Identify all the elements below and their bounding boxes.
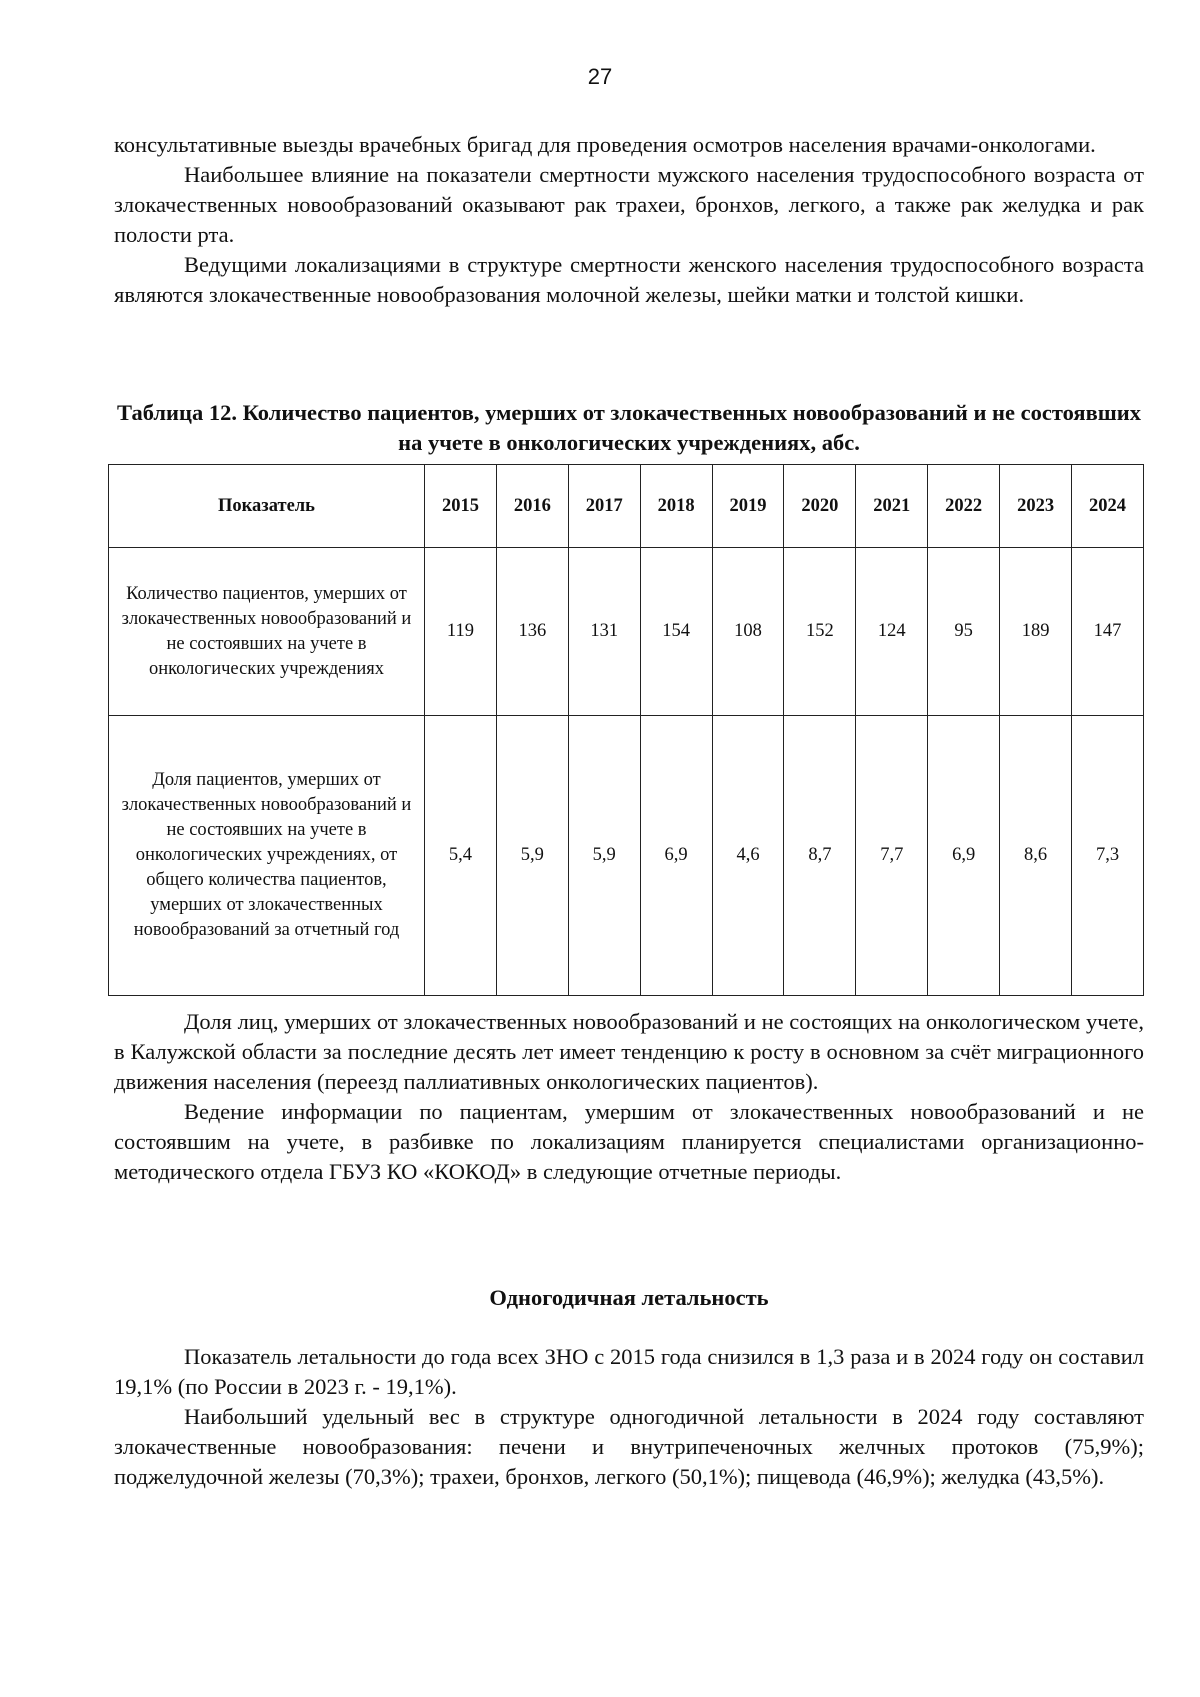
middle-text	[114, 1007, 1144, 1187]
table-cell: 6,9	[928, 716, 1000, 996]
table-cell: 5,4	[425, 716, 497, 996]
paragraph: Ведение информации по пациентам, умершим от злокачественных новообразований и не состоявшим на учете, в разбивке по локализациям планируется специалистами организационно-методического отдела ГБУЗ КО «КОКОД» в следующие отчетные периоды.	[114, 1099, 1144, 1184]
intro-text	[114, 130, 1144, 310]
table-cell: 95	[928, 548, 1000, 716]
table-cell: 4,6	[712, 716, 784, 996]
table-cell: 7,3	[1072, 716, 1144, 996]
year-header: 2017	[568, 465, 640, 548]
table-cell: 152	[784, 548, 856, 716]
paragraph: Наибольший удельный вес в структуре одногодичной летальности в 2024 году составляют злокачественные новообразования: печени и внутрипеченочных желчных протоков (75,9%); поджелудочной железы (70,3%); трахеи, бронхов, легкого (50,1%); пищевода (46,9%); желудка (43,5%).	[114, 1404, 1144, 1489]
table-cell: 147	[1072, 548, 1144, 716]
mortality-table	[108, 464, 1144, 996]
year-header: 2023	[1000, 465, 1072, 548]
section-heading: Одногодичная летальность	[489, 1285, 769, 1310]
row-label: Количество пациентов, умерших от злокачественных новообразований и не состоявших на учете в онкологических учреждениях	[109, 548, 425, 716]
header-label: Показатель	[109, 465, 425, 548]
year-header: 2015	[425, 465, 497, 548]
year-header: 2021	[856, 465, 928, 548]
table-cell: 7,7	[856, 716, 928, 996]
final-text	[114, 1342, 1144, 1492]
table-cell: 5,9	[496, 716, 568, 996]
table-cell: 131	[568, 548, 640, 716]
table-cell: 108	[712, 548, 784, 716]
table-cell: 124	[856, 548, 928, 716]
table-title: Таблица 12. Количество пациентов, умерших от злокачественных новообразований и не состоявших на учете в онкологических учреждениях, абс.	[117, 400, 1141, 455]
table-header-row	[109, 465, 1144, 548]
table-cell: 5,9	[568, 716, 640, 996]
year-header: 2024	[1072, 465, 1144, 548]
year-header: 2020	[784, 465, 856, 548]
paragraph: Ведущими локализациями в структуре смертности женского населения трудоспособного возраста являются злокачественные новообразования молочной железы, шейки матки и толстой кишки.	[114, 252, 1144, 307]
page-number: 27	[587, 64, 613, 89]
table-cell: 8,7	[784, 716, 856, 996]
year-header: 2019	[712, 465, 784, 548]
paragraph: консультативные выезды врачебных бригад для проведения осмотров населения врачами-онкологами.	[114, 132, 1096, 157]
year-header: 2022	[928, 465, 1000, 548]
year-header: 2018	[640, 465, 712, 548]
table-cell: 189	[1000, 548, 1072, 716]
table-row	[109, 548, 1144, 716]
table-row	[109, 716, 1144, 996]
paragraph: Доля лиц, умерших от злокачественных новообразований и не состоящих на онкологическом учете, в Калужской области за последние десять лет имеет тенденцию к росту в основном за счёт миграционного движения населения (переезд паллиативных онкологических пациентов).	[114, 1009, 1144, 1094]
table-cell: 154	[640, 548, 712, 716]
table-cell: 6,9	[640, 716, 712, 996]
table-cell: 136	[496, 548, 568, 716]
row-label: Доля пациентов, умерших от злокачественных новообразований и не состоявших на учете в онкологических учреждениях, от общего количества пациентов, умерших от злокачественных новообразований за отчетный год	[109, 716, 425, 996]
paragraph: Показатель летальности до года всех ЗНО с 2015 года снизился в 1,3 раза и в 2024 году он составил 19,1% (по России в 2023 г. - 19,1%).	[114, 1344, 1144, 1399]
year-header: 2016	[496, 465, 568, 548]
paragraph: Наибольшее влияние на показатели смертности мужского населения трудоспособного возраста от злокачественных новообразований оказывают рак трахеи, бронхов, легкого, а также рак желудка и рак полости рта.	[114, 162, 1144, 247]
table-cell: 8,6	[1000, 716, 1072, 996]
table-cell: 119	[425, 548, 497, 716]
